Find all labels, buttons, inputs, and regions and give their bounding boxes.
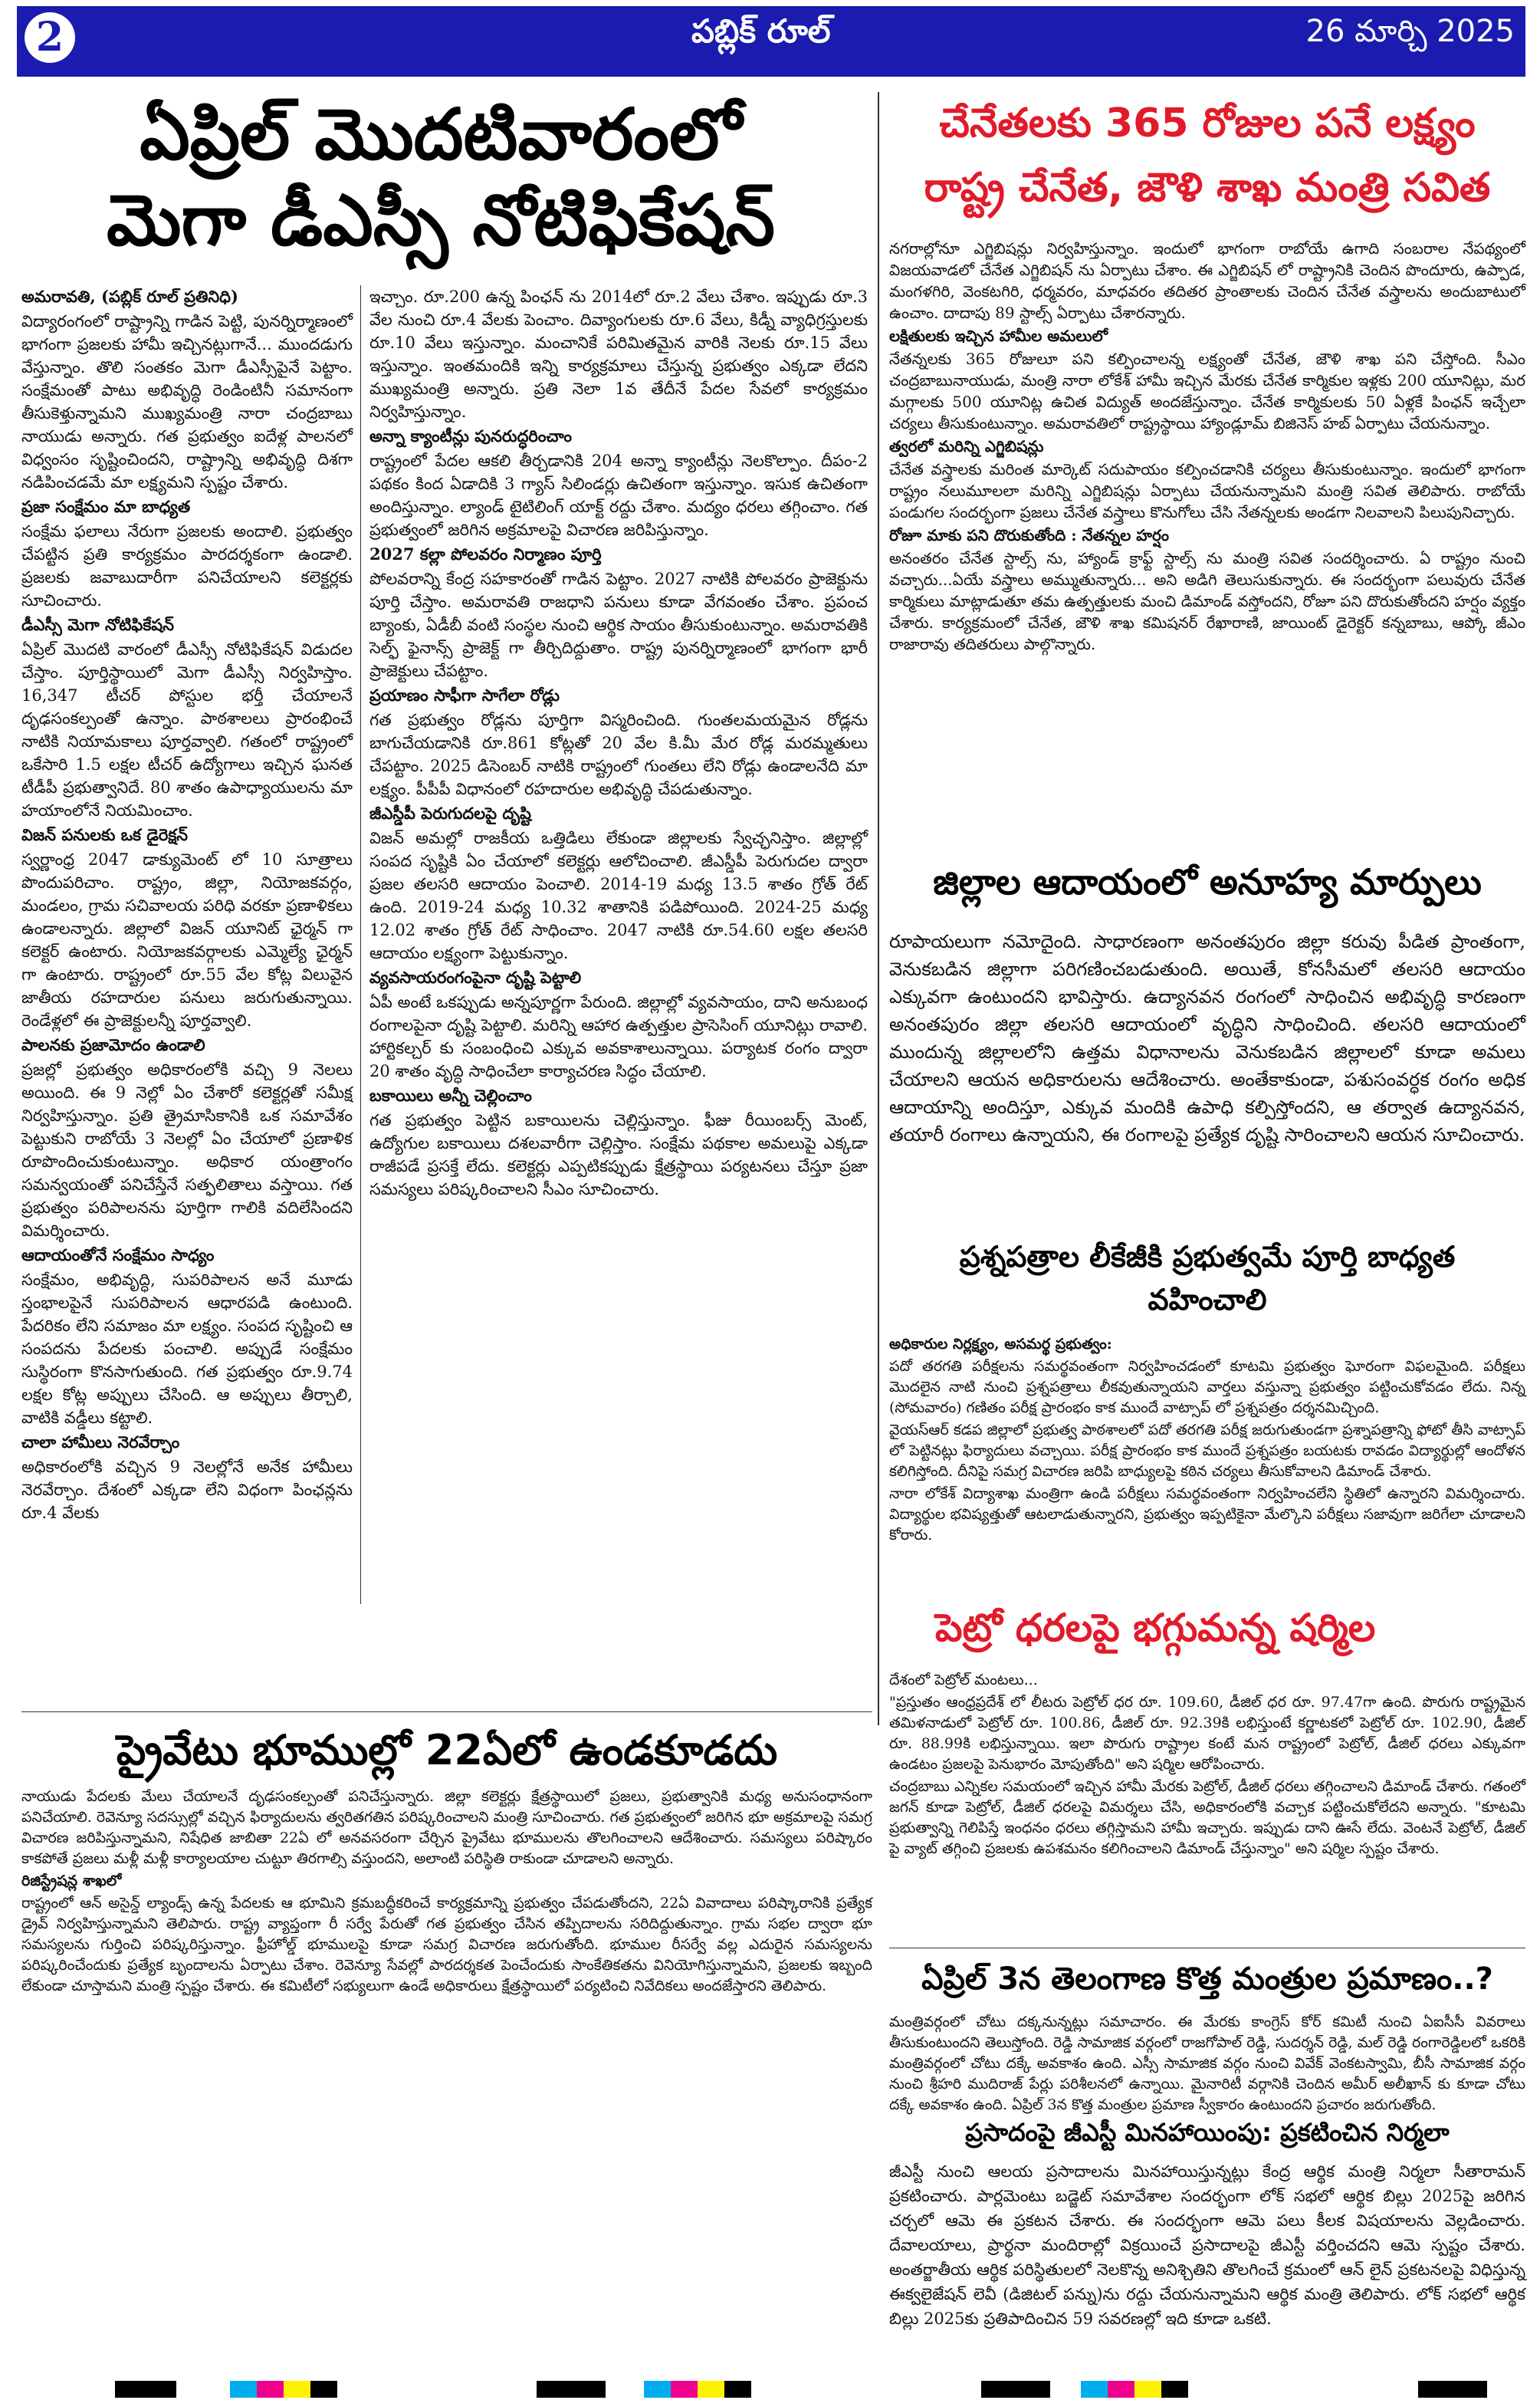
dsc-paragraph: సంక్షేమ ఫలాలు నేరుగా ప్రజలకు అందాలి. ప్రభుత్వం చేపట్టిన ప్రతి కార్యక్రమం పారదర్శకంగా ఉండాలి. ప్రజలకు జవాబుదారీగా పనిచేయాలని కలెక్టర్లకు సూచించారు. — [21, 522, 353, 610]
petrol-headline: పెట్రో ధరలపై భగ్గుమన్న షర్మిల — [935, 1606, 1376, 1650]
dsc-subheading: వ్యవసాయరంగంపైనా దృష్టి పెట్టాలి — [369, 968, 582, 987]
dsc-subheading: 2027 కల్లా పోలవరం నిర్మాణం పూర్తి — [369, 544, 602, 564]
handloom-headline-line1: చేనేతలకు 365 రోజుల పనే లక్ష్యం — [939, 100, 1476, 146]
dsc-subheading: ఆదాయంతోనే సంక్షేమం సాధ్యం — [21, 1245, 215, 1264]
dsc-paragraph: ఇచ్చాం. రూ.200 ఉన్న పింఛన్ ను 2014లో రూ.2 వేలు చేశాం. ఇప్పుడు రూ.3 వేల నుంచి రూ.4 వేలకు పెంచాం. దివ్యాంగులకు రూ.6 వేలు, కిడ్నీ వ్యాధిగ్రస్తులకు రూ.10 వేలు ఇస్తున్నాం. మంచానికే పరిమితమైన వారికి నెలకు రూ.15 వేలు ఇస్తున్నాం. ఇంతమందికి ఇన్ని కార్యక్రమాలు చేస్తున్న ప్రభుత్వం ఎక్కడా లేదని ముఖ్యమంత్రి అన్నారు. ప్రతి నెలా 1వ తేదీనే పేదల సేవలో కార్యక్రమం నిర్వహిస్తున్నాం. — [369, 288, 868, 421]
dsc-paragraph: విజన్ అమల్లో రాజకీయ ఒత్తిడిలు లేకుండా జిల్లాలకు స్వేచ్ఛనిస్తాం. జిల్లాల్లో సంపద సృష్టికి ఏం చేయాలో కలెక్టర్లు ఆలోచించాలి. జీఎస్డీపీ పెరుగుదల ద్వారా ప్రజల తలసరి ఆదాయం పెంచాలి. 2014-19 మధ్య 13.5 శాతం గ్రోత్ రేట్ ఉంది. 2019-24 మధ్య 10.32 శాతానికి పడిపోయింది. 2024-25 మధ్య 12.02 శాతం గ్రోత్ రేట్ సాధించాం. 2047 నాటికి రూ.54.60 లక్షల తలసరి ఆదాయం లక్ష్యంగా పెట్టుకున్నాం. — [369, 829, 868, 962]
handloom-subheading: త్వరలో మరిన్ని ఎగ్జిబిషన్లు — [889, 437, 1044, 455]
handloom-paragraph: చేనేత వస్త్రాలకు మరింత మార్కెట్ సదుపాయం కల్పించడానికి చర్యలు తీసుకుంటున్నాం. ఇందులో భాగంగా రాష్ట్రం నలుమూలలా మరిన్ని ఎగ్జిబిషన్లు ఏర్పాటు చేయనున్నామని మంత్రి సవిత తెలిపారు. రాబోయే పండుగల సందర్భంగా ప్రజలు చేనేత వస్త్రాలు కొనుగోలు చేసి నేతన్నలకు అండగా నిలవాలని పిలుపునిచ్చారు. — [889, 460, 1525, 521]
dsc-paragraph: అధికారంలోకి వచ్చిన 9 నెలల్లోనే అనేక హామీలు నెరవేర్చాం. దేశంలో ఎక్కడా లేని విధంగా పింఛన్లను రూ.4 వేలకు — [21, 1458, 353, 1522]
dsc-dateline: అమరావతి, (పబ్లిక్ రూల్ ప్రతినిధి) — [21, 287, 238, 306]
papers-headline-line2: వహించాలి — [1148, 1283, 1267, 1317]
papers-paragraph: వైయస్ఆర్ కడప జిల్లాలో ప్రభుత్వ పాఠశాలలో పదో తరగతి పరీక్ష జరుగుతుండగా ప్రశ్నాపత్రాన్ని ఫోటో తీసి వాట్సాప్ లో పెట్టినట్లు ఫిర్యాదులు వచ్చాయి. పరీక్ష ప్రారంభం కాక ముందే ప్రశ్నపత్రం బయటకు రావడం విద్యార్థుల్లో ఆందోళన కలిగిస్తోంది. దీనిపై సమగ్ర విచారణ జరిపి బాధ్యులపై కఠిన చర్యలు తీసుకోవాలని డిమాండ్ చేశారు. — [889, 1422, 1525, 1480]
registration-mark — [537, 2381, 606, 2398]
district-body: రూపాయలుగా నమోదైంది. సాధారణంగా అనంతపురం జిల్లా కరువు పీడిత ప్రాంతంగా, వెనుకబడిన జిల్లాగా పరిగణించబడుతుంది. అయితే, కోనసీమలో తలసరి ఆదాయం ఎక్కువగా ఉంటుందని భావిస్తారు. ఉద్యానవన రంగంలో సాధించిన అభివృద్ధి కారణంగా అనంతపురం జిల్లా తలసరి ఆదాయంలో వృద్ధిని సాధించింది. తలసరి ఆదాయంలో ముందున్న జిల్లాలలోని ఉత్తమ విధానాలను వెనుకబడిన జిల్లాలలో కూడా అమలు చేయాలని ఆయన అధికారులను ఆదేశించారు. అంతేకాకుండా, పశుసంవర్ధక రంగం అధిక ఆదాయాన్ని అందిస్తూ, ఎక్కువ మందికి ఉపాధి కల్పిస్తోందని, ఆ తర్వాత ఉద్యానవన, తయారీ రంగాలు ఉన్నాయని, ఈ రంగాలపై ప్రత్యేక దృష్టి సారించాలని ఆయన సూచించారు. — [889, 931, 1525, 1146]
papers-subheading: అధికారుల నిర్లక్ష్యం, అసమర్థ ప్రభుత్వం: — [889, 1336, 1112, 1353]
dsc-subheading: ప్రయాణం సాఫీగా సాగేలా రోడ్లు — [369, 685, 560, 705]
papers-paragraph: నారా లోకేశ్ విద్యాశాఖ మంత్రిగా ఉండి పరీక్షలు సమర్థవంతంగా నిర్వహించలేని స్థితిలో ఉన్నారని విమర్శించారు. విద్యార్థుల భవిష్యత్తుతో ఆటలాడుతున్నారని, ప్రభుత్వం ఇప్పటికైనా మేల్కొని పరీక్షలు సజావుగా జరిగేలా చూడాలని కోరారు. — [889, 1485, 1525, 1544]
handloom-paragraph: నగరాల్లోనూ ఎగ్జిబిషన్లు నిర్వహిస్తున్నాం. ఇందులో భాగంగా రాబోయే ఉగాది సంబరాల నేపథ్యంలో విజయవాడలో చేనేత ఎగ్జిబిషన్ ను ఏర్పాటు చేశాం. ఈ ఎగ్జిబిషన్ లో రాష్ట్రానికి చెందిన పొందూరు, ఉప్పాడ, మంగళగిరి, వెంకటగిరి, ధర్మవరం, మాధవరం తదితర ప్రాంతాలకు చెందిన చేనేత వస్త్రాలను అందుబాటులో ఉంచాం. దాదాపు 89 స్టాల్స్ ఏర్పాటు చేశారన్నారు. — [889, 239, 1525, 322]
section-divider — [21, 1711, 872, 1712]
dsc-subheading: పాలనకు ప్రజామోదం ఉండాలి — [21, 1035, 205, 1054]
papers-body — [889, 1334, 1525, 1580]
dsc-subheading: బకాయిలు అన్నీ చెల్లించాం — [369, 1086, 532, 1105]
dsc-column-1 — [21, 285, 353, 1604]
registration-mark — [981, 2381, 1050, 2398]
handloom-headline-line2: రాష్ట్ర చేనేత, జౌళి శాఖ మంత్రి సవిత — [924, 165, 1491, 211]
dsc-paragraph: గత ప్రభుత్వం రోడ్లను పూర్తిగా విస్మరించింది. గుంతలమయమైన రోడ్లను బాగుచేయడానికి రూ.861 కోట్లతో 20 వేల కి.మీ మేర రోడ్ల మరమ్మతులు చేపట్టాం. 2025 డిసెంబర్ నాటికి రాష్ట్రంలో గుంతలు లేని రోడ్లు ఉండాలనేది మా లక్ష్యం. పీపీపీ విధానంలో రహదారుల అభివృద్ధి చేపడుతున్నాం. — [369, 711, 868, 798]
land-paragraph: నాయుడు పేదలకు మేలు చేయాలనే దృఢసంకల్పంతో పనిచేస్తున్నారు. జిల్లా కలెక్టర్లు క్షేత్రస్థాయిలో ప్రజలు, ప్రభుత్వానికి మధ్య అనుసంధానంగా పనిచేయాలి. రెవెన్యూ సదస్సుల్లో వచ్చిన ఫిర్యాదులను త్వరితగతిన పరిష్కరించాలని మంత్రి సూచించారు. గత ప్రభుత్వంలో జరిగిన భూ అక్రమాలపై సమగ్ర విచారణ జరిపిస్తున్నామని, నిషేధిత జాబితా 22ఏ లో అనవసరంగా చేర్చిన ప్రైవేటు భూములను తొలగించాలని ఆదేశించారు. సమస్యలు పరిష్కారం కాకపోతే ప్రజలు మళ్లీ మళ్లీ కార్యాలయాల చుట్టూ తిరగాల్సి వస్తుందని, అలాంటి పరిస్థితి రాకుండా చూడాలని అన్నారు. — [21, 1788, 872, 1867]
telangana-body: మంత్రివర్గంలో చోటు దక్కనున్నట్లు సమాచారం. ఈ మేరకు కాంగ్రెస్ కోర్ కమిటీ నుంచి ఏఐసీసీ వివరాలు తీసుకుంటుందని తెలుస్తోంది. రెడ్డి సామాజిక వర్గంలో రాజగోపాల్ రెడ్డి, సుదర్శన్ రెడ్డి, మల్ రెడ్డి రంగారెడ్డిలలో ఒకరికి మంత్రివర్గంలో చోటు దక్కే అవకాశం ఉంది. ఎస్సీ సామాజిక వర్గం నుంచి వివేక్ వెంకటస్వామి, బీసీ సామాజిక వర్గం నుంచి శ్రీహరి ముదిరాజ్ పేర్లు పరిశీలనలో ఉన్నాయి. మైనారిటీ వర్గానికి చెందిన అమీర్ అలీఖాన్ కు కూడా చోటు దక్కే అవకాశం ఉంది. ఏప్రిల్ 3న కొత్త మంత్రుల ప్రమాణ స్వీకారం ఉంటుందని ప్రచారం జరుగుతోంది. — [889, 2014, 1525, 2113]
color-strip — [1081, 2381, 1188, 2398]
dsc-paragraph: సంక్షేమం, అభివృద్ధి, సుపరిపాలన అనే మూడు స్తంభాలపైనే సుపరిపాలన ఆధారపడి ఉంటుంది. పేదరికం లేని సమాజం మా లక్ష్యం. సంపద సృష్టించి ఆ సంపదను పేదలకు పంచాలి. అప్పుడే సంక్షేమం సుస్థిరంగా కొనసాగుతుంది. గత ప్రభుత్వం రూ.9.74 లక్షల కోట్ల అప్పులు చేసింది. ఆ అప్పులు తీర్చాలి, వాటికి వడ్డీలు కట్టాలి. — [21, 1271, 353, 1427]
land-subheading: రిజిస్ట్రేషన్ల శాఖలో — [21, 1872, 122, 1889]
dsc-paragraph: గత ప్రభుత్వం పెట్టిన బకాయిలను చెల్లిస్తున్నాం. ఫీజు రీయింబర్స్ మెంట్, ఉద్యోగుల బకాయిలు దశలవారీగా చెల్లిస్తాం. సంక్షేమ పథకాల అమలుపై ఎక్కడా రాజీపడే ప్రసక్తే లేదు. కలెక్టర్లు ఎప్పటికప్పుడు క్షేత్రస్థాయి పర్యటనలు చేస్తూ ప్రజా సమస్యలు పరిష్కరించాలని సీఎం సూచించారు. — [369, 1111, 868, 1198]
dsc-paragraph: ప్రజల్లో ప్రభుత్వం అధికారంలోకి వచ్చి 9 నెలలు అయింది. ఈ 9 నెల్లో ఏం చేశారో కలెక్టర్లతో సమీక్ష నిర్వహిస్తున్నాం. ప్రతి త్రైమాసికానికి ఒక సమావేశం పెట్టుకుని రాబోయే 3 నెలల్లో ఏం చేయాలో ప్రణాళిక రూపొందించుకుంటున్నాం. అధికార యంత్రాంగం సమన్వయంతో పనిచేస్తేనే సత్ఫలితాలు వస్తాయి. గత ప్రభుత్వం పరిపాలనను పూర్తిగా గాలికి వదిలేసిందని విమర్శించారు. — [21, 1060, 353, 1240]
color-strip — [230, 2381, 337, 2398]
land-paragraph: రాష్ట్రంలో ఆన్ అసైన్డ్ ల్యాండ్స్ ఉన్న పేదలకు ఆ భూమిని క్రమబద్ధీకరించే కార్యక్రమాన్ని ప్రభుత్వం చేపడుతోందని, 22ఏ వివాదాలు పరిష్కారానికి ప్రత్యేక డ్రైవ్ నిర్వహిస్తున్నామని తెలిపారు. రాష్ట్ర వ్యాప్తంగా రీ సర్వే పేరుతో గత ప్రభుత్వం చేసిన తప్పిదాలను సరిదిద్దుతున్నాం. గ్రామ సభల ద్వారా భూ సమస్యలను గుర్తించి పరిష్కరిస్తున్నాం. ఫ్రీహోల్డ్ భూములపై కూడా సమగ్ర విచారణ జరుగుతోంది. భూముల రీసర్వే వల్ల ఎదురైన సమస్యలను పరిష్కరించేందుకు ప్రత్యేక బృందాలను ఏర్పాటు చేశాం. రెవెన్యూ సేవల్లో పారదర్శకత పెంచేందుకు సాంకేతికతను వినియోగిస్తున్నామని, ప్రజలకు ఇబ్బంది లేకుండా చూస్తామని మంత్రి స్పష్టం చేశారు. ఈ కమిటీలో సభ్యులుగా ఉండే అధికారులు క్షేత్రస్థాయిలో పర్యటించి నివేదికలు అందజేస్తారని తెలిపారు. — [21, 1895, 872, 1994]
page-number: 2 — [25, 12, 75, 63]
dsc-paragraph: విద్యారంగంలో రాష్ట్రాన్ని గాడిన పెట్టి, పునర్నిర్మాణంలో భాగంగా ప్రజలకు హామీ ఇచ్చినట్లుగానే... ముందడుగు వేస్తున్నాం. తొలి సంతకం మెగా డీఎస్సీపైనే పెట్టాం. సంక్షేమంతో పాటు అభివృద్ధి రెండింటినీ సమానంగా తీసుకెళ్తున్నామని ముఖ్యమంత్రి నారా చంద్రబాబు నాయుడు అన్నారు. గత ప్రభుత్వం ఐదేళ్ల పాలనలో విధ్వంసం సృష్టించిందని, రాష్ట్రాన్ని అభివృద్ధి దిశగా నడిపించడమే మా లక్ష్యమని స్పష్టం చేశారు. — [21, 312, 353, 492]
dsc-paragraph: పోలవరాన్ని కేంద్ర సహకారంతో గాడిన పెట్టాం. 2027 నాటికి పోలవరం ప్రాజెక్టును పూర్తి చేస్తాం. అమరావతి రాజధాని పనులు కూడా వేగవంతం చేశాం. ప్రపంచ బ్యాంకు, ఏడీబీ వంటి సంస్థల నుంచి ఆర్థిక సాయం తీసుకుంటున్నాం. అమరావతికి సెల్ఫ్ ఫైనాన్స్ ప్రాజెక్ట్ గా తీర్చిదిద్దుతాం. రాష్ట్ర పునర్నిర్మాణంలో భాగంగా భారీ ప్రాజెక్టులు చేపట్టాం. — [369, 570, 868, 680]
column-divider — [360, 285, 361, 1604]
dsc-headline-line2: మెగా డీఎస్సీ నోటిఫికేషన్ — [107, 179, 775, 261]
petrol-body — [889, 1670, 1525, 1931]
dsc-paragraph: స్వర్ణాంధ్ర 2047 డాక్యుమెంట్ లో 10 సూత్రాలు పొందుపరిచాం. రాష్ట్రం, జిల్లా, నియోజకవర్గం, మండలం, గ్రామ సచివాలయ పరిధి వరకూ ప్రణాళికలు ఉండాలన్నారు. జిల్లాలో విజన్ యూనిట్ ఛైర్మన్ గా కలెక్టర్ ఉంటారు. నియోజకవర్గాలకు ఎమ్మెల్యే ఛైర్మన్ గా ఉంటారు. రాష్ట్రంలో రూ.55 వేల కోట్ల విలువైన జాతీయ రహదారుల పనులు జరుగుతున్నాయి. రెండేళ్లలో ఈ ప్రాజెక్టులన్నీ పూర్తవ్వాలి. — [21, 850, 353, 1030]
dsc-subheading: అన్నా క్యాంటీన్లు పునరుద్ధరించాం — [369, 426, 573, 445]
land-body — [21, 1787, 872, 2373]
petrol-paragraph: చంద్రబాబు ఎన్నికల సమయంలో ఇచ్చిన హామీ మేరకు పెట్రోల్, డీజిల్ ధరలు తగ్గించాలని డిమాండ్ చేశారు. గతంలో జగన్ కూడా పెట్రోల్, డీజిల్ ధరలపై విమర్శలు చేసి, అధికారంలోకి వచ్చాక పట్టించుకోలేదని అన్నారు. "కూటమి ప్రభుత్వాన్ని గెలిపిస్తే ఇంధనం ధరలు తగ్గిస్తామని హామీ ఇచ్చారు. ఇప్పుడు దాని ఊసే లేదు. వెంటనే పెట్రోల్, డీజిల్ పై వ్యాట్ తగ్గించి ప్రజలకు ఉపశమనం కలిగించాలని డిమాండ్ చేస్తున్నాం" అని షర్మిల స్పష్టం చేశారు. — [889, 1778, 1525, 1857]
dsc-subheading: ప్రజా సంక్షేమం మా బాధ్యత — [21, 497, 191, 516]
handloom-paragraph: నేతన్నలకు 365 రోజులూ పని కల్పించాలన్న లక్ష్యంతో చేనేత, జౌళి శాఖ పని చేస్తోంది. సీఎం చంద్రబాబునాయుడు, మంత్రి నారా లోకేశ్ హామీ ఇచ్చిన మేరకు చేనేత కార్మికుల ఇళ్లకు 200 యూనిట్లు, మర మగ్గాలకు 500 యూనిట్ల ఉచిత విద్యుత్ అందజేస్తున్నాం. చేనేత కార్మికులకు 50 ఏళ్లకే పింఛన్ ఇచ్చేలా చర్యలు తీసుకుంటున్నాం. అమరావతిలో రాష్ట్రస్థాయి హ్యాండ్లూమ్ బిజినెస్ హబ్ ఏర్పాటు చేయనున్నాం. — [889, 350, 1525, 432]
color-strip — [644, 2381, 751, 2398]
dsc-column-2 — [369, 285, 868, 1604]
dsc-subheading: జీఎస్డీపీ పెరుగుదలపై దృష్టి — [369, 804, 532, 823]
dsc-subheading: విజన్ పనులకు ఒక డైరెక్షన్ — [21, 825, 189, 844]
dsc-paragraph: రాష్ట్రంలో పేదల ఆకలి తీర్చడానికి 204 అన్నా క్యాంటీన్లు నెలకొల్పాం. దీపం-2 పథకం కింద ఏడాదికి 3 గ్యాస్ సిలిండర్లు ఉచితంగా ఇస్తున్నాం. ఇసుక ఉచితంగా అందిస్తున్నాం. ల్యాండ్ టైటిలింగ్ యాక్ట్ రద్దు చేశాం. మద్యం ధరలు తగ్గించాం. గత ప్రభుత్వంలో జరిగిన అక్రమాలపై విచారణ జరిపిస్తున్నాం. — [369, 452, 868, 539]
dsc-paragraph: ఏప్రిల్ మొదటి వారంలో డీఎస్సీ నోటిఫికేషన్ విడుదల చేస్తాం. పూర్తిస్థాయిలో మెగా డీఎస్సీ నిర్వహిస్తాం. 16,347 టీచర్ పోస్టుల భర్తీ చేయాలనే దృఢసంకల్పంతో ఉన్నాం. పాఠశాలలు ప్రారంభించే నాటికి నియామకాలు పూర్తవ్వాలి. గతంలో రాష్ట్రంలో ఒకేసారి 1.5 లక్షల టీచర్ ఉద్యోగాలు ఇచ్చిన ఘనత టీడీపీ ప్రభుత్వానిదే. 80 శాతం ఉపాధ్యాయులను మా హయాంలోనే నియమించాం. — [21, 640, 353, 820]
nirmala-body: జీఎస్టీ నుంచి ఆలయ ప్రసాదాలను మినహాయిస్తున్నట్లు కేంద్ర ఆర్థిక మంత్రి నిర్మలా సీతారామన్ ప్రకటించారు. పార్లమెంటు బడ్జెట్ సమావేశాల సందర్భంగా లోక్ సభలో ఆర్థిక బిల్లు 2025పై జరిగిన చర్చలో ఆమె ఈ ప్రకటన చేశారు. ఈ సందర్భంగా ఆమె పలు కీలక విషయాలను వెల్లడించారు. దేవాలయాలు, ప్రార్థనా మందిరాల్లో విక్రయించే ప్రసాదాలపై జీఎస్టీ వర్తించదని ఆమె స్పష్టం చేశారు. అంతర్జాతీయ ఆర్థిక పరిస్థితులలో నెలకొన్న అనిశ్చితిని తొలగించే క్రమంలో ఆన్ లైన్ ప్రకటనలపై విధిస్తున్న ఈక్వలైజేషన్ లెవీ (డిజిటల్ పన్ను)ను రద్దు చేయనున్నామని ఆర్థిక మంత్రి తెలిపారు. లోక్ సభలో ఆర్థిక బిల్లు 2025కు ప్రతిపాదించిన 59 సవరణల్లో ఇది కూడా ఒకటి. — [889, 2162, 1525, 2328]
handloom-body — [889, 238, 1525, 828]
registration-mark — [115, 2381, 176, 2398]
paper-name: పబ్లిక్ రూల్ — [691, 12, 831, 50]
section-divider — [878, 92, 879, 1725]
handloom-paragraph: అనంతరం చేనేత స్టాల్స్ ను, హ్యాండ్ క్రాఫ్ట్ స్టాల్స్ ను మంత్రి సవిత సందర్శించారు. ఏ రాష్ట్రం నుంచి వచ్చారు...ఏయే వస్త్రాలు అమ్ముతున్నారు... అని అడిగి తెలుసుకున్నారు. ఈ సందర్భంగా పలువురు చేనేత కార్మికులు మాట్లాడుతూ తమ ఉత్పత్తులకు మంచి డిమాండ్ వస్తోందని, రోజూ పని దొరుకుతోందని హర్షం వ్యక్తం చేశారు. కార్యక్రమంలో చేనేత, జౌళి శాఖ కమిషనర్ రేఖారాణి, జాయింట్ డైరెక్టర్ కన్నబాబు, ఆప్కో జీఎం రాజారావు తదితరులు పాల్గొన్నారు. — [889, 549, 1525, 653]
district-headline: జిల్లాల ఆదాయంలో అనూహ్య మార్పులు — [933, 861, 1482, 902]
papers-headline-line1: ప్రశ్నపత్రాల లీకేజీకి ప్రభుత్వమే పూర్తి బాధ్యత — [959, 1240, 1456, 1274]
registration-mark — [1418, 2381, 1487, 2398]
petrol-paragraph: "ప్రస్తుతం ఆంధ్రప్రదేశ్ లో లీటరు పెట్రోల్ ధర రూ. 109.60, డీజిల్ ధర రూ. 97.47గా ఉంది. పొరుగు రాష్ట్రమైన తమిళనాడులో పెట్రోల్ రూ. 100.86, డీజిల్ రూ. 92.39కి లభిస్తుంటే కర్ణాటకలో పెట్రోల్ రూ. 102.90, డీజిల్ రూ. 88.99కి లభిస్తున్నాయి. ఇలా పొరుగు రాష్ట్రాల కంటే మన రాష్ట్రంలో పెట్రోల్, డీజిల్ ధరలు ఎక్కువగా ఉండటం ప్రజలపై పెనుభారం మోపుతోంది" అని షర్మిల ఆరోపించారు. — [889, 1694, 1525, 1773]
papers-paragraph: పదో తరగతి పరీక్షలను సమర్థవంతంగా నిర్వహించడంలో కూటమి ప్రభుత్వం ఘోరంగా విఫలమైంది. పరీక్షలు మొదలైన నాటి నుంచి ప్రశ్నపత్రాలు లీకవుతున్నాయని వార్తలు వస్తున్నా ప్రభుత్వం పట్టించుకోవడం లేదు. నిన్న (సోమవారం) గణితం పరీక్ష ప్రారంభం కాక ముందే వాట్సాప్ లో ప్రశ్నపత్రం దర్శనమిచ్చింది. — [889, 1358, 1525, 1416]
issue-date: 26 మార్చి 2025 — [1305, 14, 1515, 49]
nirmala-headline: ప్రసాదంపై జీఎస్టీ మినహాయింపు: ప్రకటించిన నిర్మలా — [965, 2118, 1450, 2147]
handloom-subheading: రోజూ మాకు పని దొరుకుతోంది : నేతన్నల హర్షం — [889, 526, 1169, 544]
dsc-headline-line1: ఏప్రిల్ మొదటివారంలో — [140, 94, 742, 176]
dsc-paragraph: ఏపీ అంటే ఒకప్పుడు అన్నపూర్ణగా పేరుంది. జిల్లాల్లో వ్యవసాయం, దాని అనుబంధ రంగాలపైనా దృష్టి పెట్టాలి. మరిన్ని ఆహార ఉత్పత్తుల ప్రాసెసింగ్ యూనిట్లు రావాలి. హార్టికల్చర్ కు సంబంధించి ఎక్కువ అవకాశాలున్నాయి. పర్యాటక రంగం ద్వారా 20 శాతం వృద్ధి సాధించేలా కార్యాచరణ సిద్ధం చేయాలి. — [369, 993, 868, 1080]
handloom-subheading: లక్షితులకు ఇచ్చిన హామీల అమలులో — [889, 327, 1108, 345]
page-header — [17, 6, 1525, 77]
dsc-subheading: డీఎస్సీ మెగా నోటిఫికేషన్ — [21, 615, 175, 634]
petrol-paragraph: దేశంలో పెట్రోల్ మంటలు... — [889, 1672, 1038, 1688]
dsc-subheading: చాలా హామీలు నెరవేర్చాం — [21, 1432, 180, 1452]
telangana-headline: ఏప్రిల్ 3న తెలంగాణ కొత్త మంత్రుల ప్రమాణం..? — [921, 1961, 1493, 1997]
land-headline: ప్రైవేటు భూముల్లో 22ఏలో ఉండకూడదు — [116, 1726, 778, 1774]
